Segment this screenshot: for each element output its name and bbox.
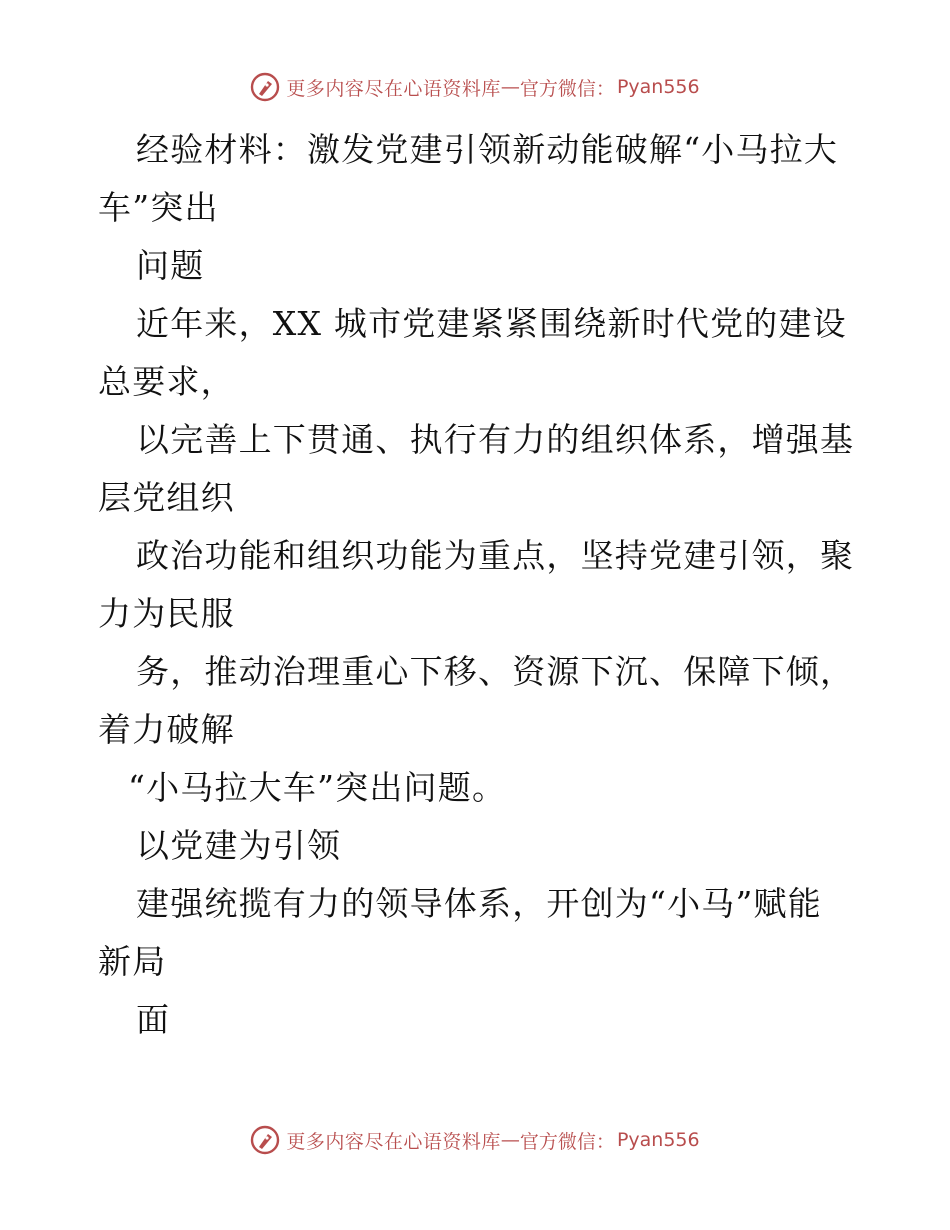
separator: — bbox=[500, 76, 520, 98]
separator: — bbox=[500, 1129, 520, 1151]
paragraph-line: 力为民服 bbox=[98, 594, 235, 633]
paragraph-line: 建强统揽有力的领导体系，开创为“小马”赋能 bbox=[136, 884, 822, 923]
wechat-id: Pyan556 bbox=[616, 1129, 700, 1151]
page-header bbox=[0, 72, 950, 102]
wechat-label: 官方微信： bbox=[519, 77, 615, 100]
title-line-1: 经验材料：激发党建引领新动能破解“小马拉大 bbox=[136, 130, 839, 169]
document-body bbox=[98, 121, 858, 1049]
paragraph-line: 着力破解 bbox=[98, 710, 235, 749]
paragraph-line: 以完善上下贯通、执行有力的组织体系，增强基 bbox=[136, 420, 855, 459]
title-line-2: 车”突出 bbox=[98, 188, 219, 227]
paragraph-line: 层党组织 bbox=[98, 478, 235, 517]
paragraph-line: 总要求， bbox=[98, 362, 235, 401]
paragraph-line: 务，推动治理重心下移、资源下沉、保障下倾， bbox=[136, 652, 855, 691]
brand-text: 更多内容尽在心语资料库 bbox=[286, 1130, 501, 1153]
paragraph-line: 面 bbox=[136, 1000, 171, 1039]
paragraph-line: 近年来，XX 城市党建紧紧围绕新时代党的建设 bbox=[136, 304, 847, 343]
paragraph-line: 新局 bbox=[98, 942, 167, 981]
wechat-id: Pyan556 bbox=[616, 76, 700, 98]
paragraph-line: “小马拉大车”突出问题。 bbox=[128, 768, 507, 807]
brand-text: 更多内容尽在心语资料库 bbox=[286, 77, 501, 100]
title-line-3: 问题 bbox=[136, 246, 205, 285]
paragraph-line: 政治功能和组织功能为重点，坚持党建引领，聚 bbox=[136, 536, 855, 575]
section-heading: 以党建为引领 bbox=[136, 826, 342, 865]
pen-nib-circle-icon bbox=[250, 72, 280, 102]
page-footer bbox=[0, 1125, 950, 1155]
pen-nib-circle-icon bbox=[250, 1125, 280, 1155]
wechat-label: 官方微信： bbox=[519, 1130, 615, 1153]
